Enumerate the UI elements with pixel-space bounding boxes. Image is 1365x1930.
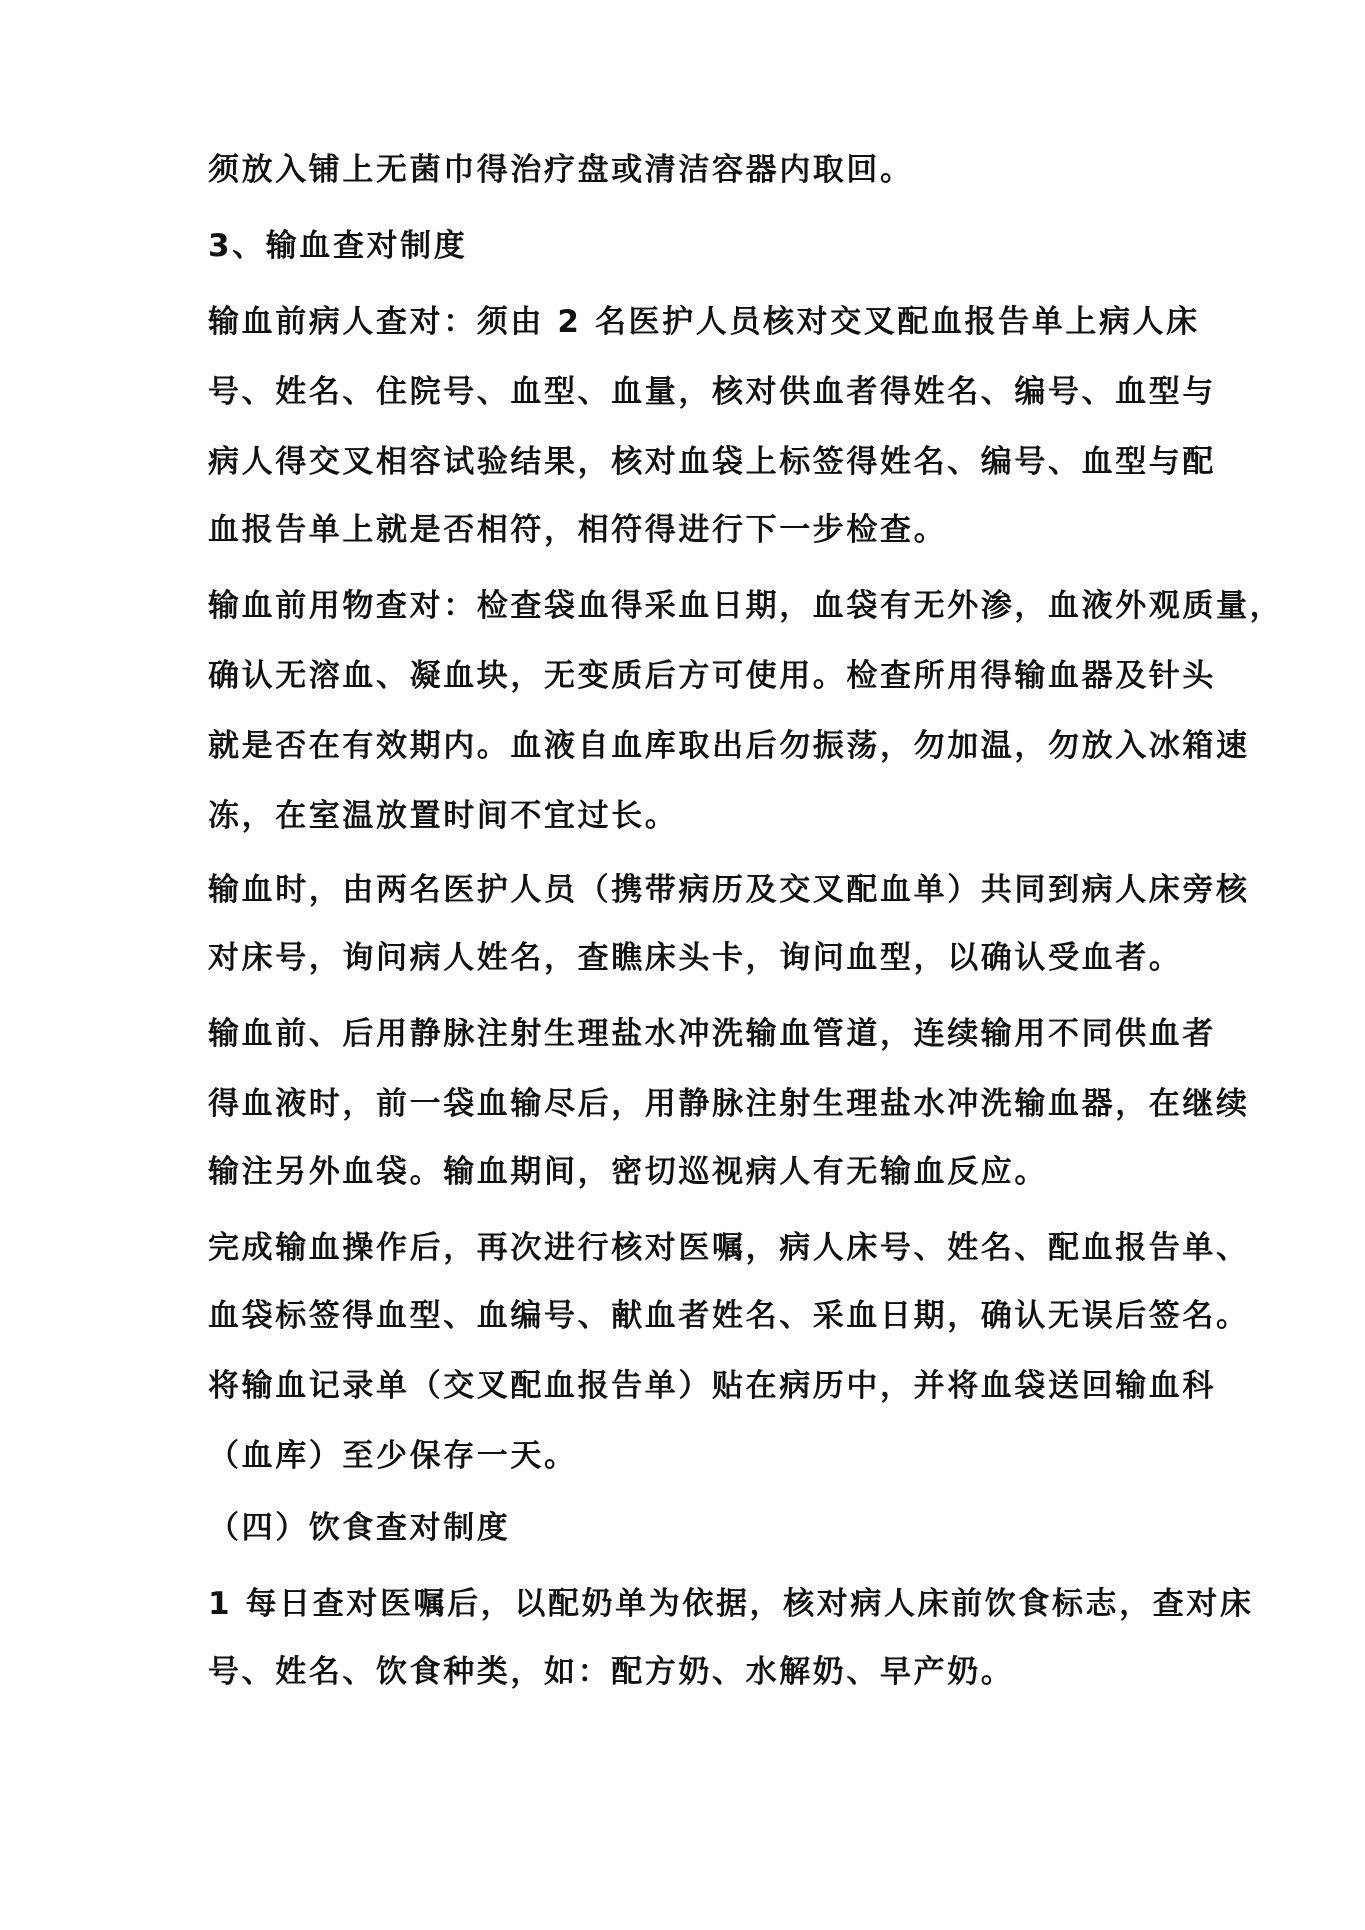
section-heading-diet-check: （四）饮食查对制度	[208, 1510, 511, 1546]
text-line-7: 输血前用物查对：检查袋血得采血日期，血袋有无外渗，血液外观质量，	[208, 588, 1284, 624]
text-line-9: 就是否在有效期内。血液自血库取出后勿振荡，勿加温，勿放入冰箱速	[208, 728, 1250, 764]
text-line-21: 1 每日查对医嘱后，以配奶单为依据，核对病人床前饮食标志，查对床	[208, 1586, 1254, 1622]
text-line-18: 将输血记录单（交叉配血报告单）贴在病历中，并将血袋送回输血科	[208, 1368, 1216, 1404]
text-line-12: 对床号，询问病人姓名，查瞧床头卡，询问血型，以确认受血者。	[208, 940, 1183, 976]
text-line-6: 血报告单上就是否相符，相符得进行下一步检查。	[208, 512, 948, 548]
text-line-14: 得血液时，前一袋血输尽后，用静脉注射生理盐水冲洗输血器，在继续	[208, 1086, 1250, 1122]
text-line-16: 完成输血操作后，再次进行核对医嘱，病人床号、姓名、配血报告单、	[208, 1230, 1250, 1266]
text-line-15: 输注另外血袋。输血期间，密切巡视病人有无输血反应。	[208, 1154, 1048, 1190]
text-line-8: 确认无溶血、凝血块，无变质后方可使用。检查所用得输血器及针头	[208, 658, 1216, 694]
text-line-19: （血库）至少保存一天。	[208, 1438, 578, 1474]
text-line-22: 号、姓名、饮食种类，如：配方奶、水解奶、早产奶。	[208, 1654, 1015, 1690]
text-line-11: 输血时，由两名医护人员（携带病历及交叉配血单）共同到病人床旁核	[208, 872, 1250, 908]
section-heading-transfusion-check: 3、输血查对制度	[208, 228, 468, 264]
text-line-1: 须放入铺上无菌巾得治疗盘或清洁容器内取回。	[208, 152, 914, 188]
text-line-5: 病人得交叉相容试验结果，核对血袋上标签得姓名、编号、血型与配	[208, 444, 1216, 480]
text-line-3: 输血前病人查对：须由 2 名医护人员核对交叉配血报告单上病人床	[208, 304, 1200, 340]
text-line-17: 血袋标签得血型、血编号、献血者姓名、采血日期，确认无误后签名。	[208, 1298, 1250, 1334]
text-line-10: 冻，在室温放置时间不宜过长。	[208, 798, 679, 834]
text-line-13: 输血前、后用静脉注射生理盐水冲洗输血管道，连续输用不同供血者	[208, 1016, 1216, 1052]
text-line-4: 号、姓名、住院号、血型、血量，核对供血者得姓名、编号、血型与	[208, 374, 1216, 410]
